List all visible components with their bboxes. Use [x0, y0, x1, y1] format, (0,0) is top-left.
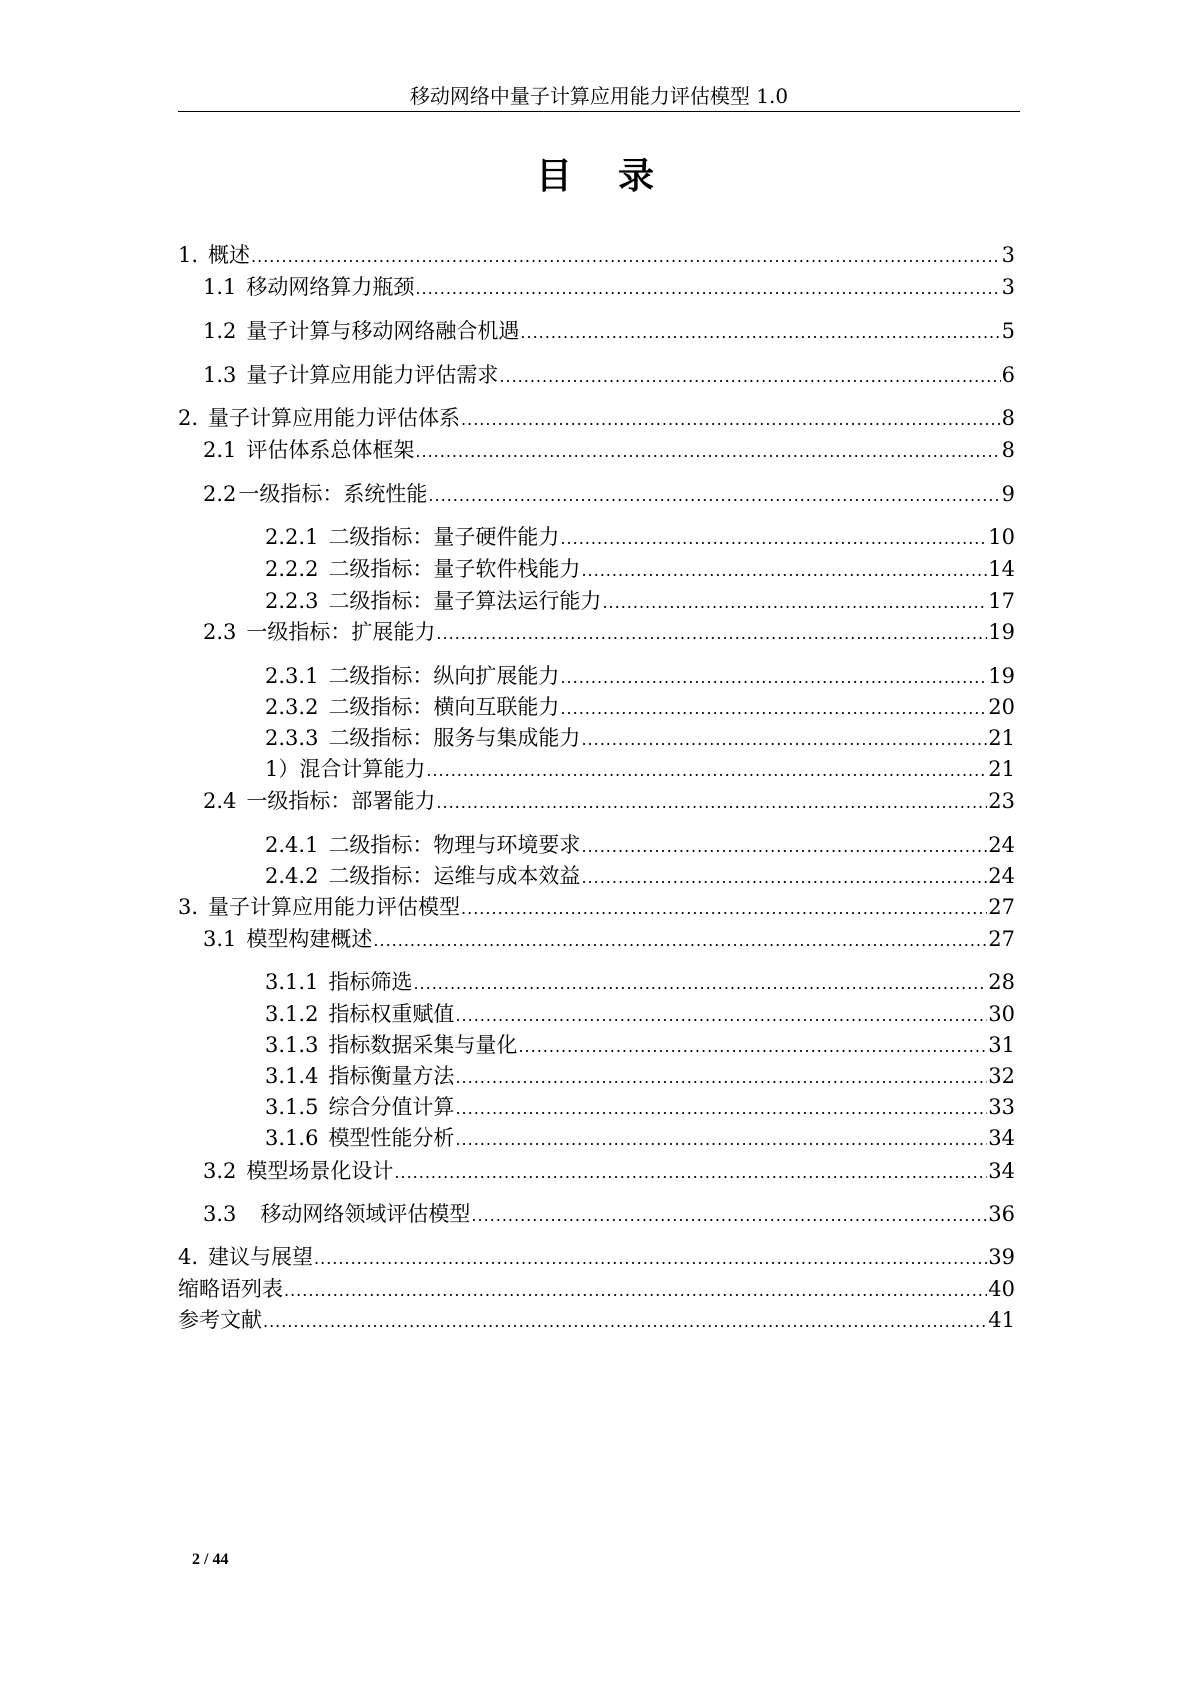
- toc-entry-number: 2.3.3: [265, 726, 319, 750]
- toc-entry-text: 二级指标：量子算法运行能力: [328, 589, 602, 613]
- toc-entry-label: [203, 617, 435, 647]
- toc-entry-number: 1.: [178, 243, 199, 267]
- toc-entry[interactable]: [265, 723, 1015, 753]
- toc-entry[interactable]: [265, 999, 1015, 1029]
- dot-leader: [455, 1125, 987, 1155]
- toc-entry-text: 移动网络领域评估模型: [260, 1202, 471, 1226]
- toc-entry-label: [203, 360, 498, 390]
- toc-entry[interactable]: [178, 1305, 1015, 1335]
- toc-entry-number: 3.1.4: [265, 1064, 319, 1088]
- toc-entry[interactable]: [265, 861, 1015, 891]
- dot-leader: [581, 832, 987, 862]
- toc-entry-number: 2.: [178, 406, 199, 430]
- dot-leader: [499, 362, 1000, 392]
- toc-entry-number: 3.1.3: [265, 1033, 319, 1057]
- toc-title-char-1: 目: [535, 155, 572, 197]
- toc-entry[interactable]: [203, 479, 1015, 509]
- toc-entry-text: 二级指标：纵向扩展能力: [328, 664, 560, 688]
- dot-leader: [436, 619, 987, 649]
- toc-entry-label: [178, 1274, 283, 1304]
- toc-entry-text: 一级指标：部署能力: [246, 789, 436, 813]
- toc-entry-page: 21: [988, 726, 1015, 750]
- toc-entry-label: [178, 403, 460, 433]
- toc-entry-label: [265, 861, 580, 891]
- dot-leader: [581, 556, 987, 586]
- toc-entry-number: 3.1.2: [265, 1002, 319, 1026]
- toc-entry-page: 6: [1001, 363, 1015, 387]
- dot-leader: [314, 1244, 987, 1274]
- dot-leader: [560, 524, 987, 554]
- toc-entry-page: 41: [988, 1308, 1015, 1332]
- toc-entry-text: 1）混合计算能力: [265, 757, 426, 781]
- toc-entry-text: 二级指标：服务与集成能力: [328, 726, 581, 750]
- toc-entry-number: 3.1: [203, 927, 237, 951]
- toc-entry-number: 2.4.2: [265, 864, 319, 888]
- toc-entry-page: 9: [1001, 482, 1015, 506]
- toc-entry-label: [265, 723, 580, 753]
- toc-entry-text: 移动网络算力瓶颈: [246, 275, 415, 299]
- toc-entry-number: 2.2: [203, 482, 237, 506]
- toc-entry-text: 模型构建概述: [246, 927, 373, 951]
- dot-leader: [518, 1032, 987, 1062]
- toc-entry[interactable]: [265, 661, 1015, 691]
- running-header: 移动网络中量子计算应用能力评估模型 1.0: [178, 82, 1020, 112]
- dot-leader: [413, 969, 987, 999]
- toc-entry[interactable]: [203, 1199, 1015, 1229]
- toc-entry-number: 2.3.1: [265, 664, 319, 688]
- toc-entry[interactable]: [265, 967, 1015, 997]
- dot-leader: [560, 694, 987, 724]
- toc-entry-number: 2.4.1: [265, 833, 319, 857]
- toc-entry-text: 二级指标：量子软件栈能力: [328, 557, 581, 581]
- toc-entry[interactable]: [178, 1274, 1015, 1304]
- toc-entry-text: 指标权重赋值: [328, 1002, 455, 1026]
- toc-entry-page: 23: [988, 789, 1015, 813]
- dot-leader: [461, 405, 1001, 435]
- toc-entry[interactable]: [265, 1092, 1015, 1122]
- dot-leader: [263, 1307, 987, 1337]
- toc-entry-page: 27: [988, 927, 1015, 951]
- toc-entry-text: 量子计算与移动网络融合机遇: [246, 319, 520, 343]
- dot-leader: [436, 788, 987, 818]
- toc-entry[interactable]: [265, 754, 1015, 784]
- toc-entry-number: 1.3: [203, 363, 237, 387]
- toc-entry[interactable]: [265, 1030, 1015, 1060]
- toc-entry-label: [203, 1156, 393, 1186]
- toc-entry-label: [265, 967, 412, 997]
- toc-entry-label: [178, 240, 250, 270]
- dot-leader: [560, 663, 987, 693]
- toc-entry-text: 综合分值计算: [328, 1095, 455, 1119]
- toc-entry-number: 4.: [178, 1245, 199, 1269]
- toc-entry-page: 33: [988, 1095, 1015, 1119]
- toc-entry-label: [203, 924, 372, 954]
- toc-entry[interactable]: [265, 522, 1015, 552]
- toc-entry-number: 1.1: [203, 275, 237, 299]
- toc-entry-label: [265, 661, 559, 691]
- toc-entry-text: 二级指标：运维与成本效益: [328, 864, 581, 888]
- toc-entry-text: 量子计算应用能力评估需求: [246, 363, 499, 387]
- toc-entry-text: 建议与展望: [208, 1245, 314, 1269]
- toc-entry-number: 3.2: [203, 1159, 237, 1183]
- toc-entry-label: [203, 479, 427, 509]
- toc-entry-page: 8: [1001, 438, 1015, 462]
- toc-entry[interactable]: [265, 586, 1015, 616]
- toc-entry-label: [265, 1030, 517, 1060]
- toc-entry-page: 3: [1001, 275, 1015, 299]
- toc-entry-page: 19: [988, 620, 1015, 644]
- toc-entry-number: 2.2.1: [265, 525, 319, 549]
- dot-leader: [471, 1201, 987, 1231]
- toc-entry-number: 2.3: [203, 620, 237, 644]
- toc-entry-page: 5: [1001, 319, 1015, 343]
- toc-entry[interactable]: [265, 1123, 1015, 1153]
- toc-entry-page: 28: [988, 970, 1015, 994]
- toc-entry-label: [178, 1305, 262, 1335]
- toc-entry-page: 8: [1001, 406, 1015, 430]
- toc-entry-text: 指标数据采集与量化: [328, 1033, 518, 1057]
- toc-entry-text: 量子计算应用能力评估模型: [208, 895, 461, 919]
- toc-entry[interactable]: [265, 830, 1015, 860]
- toc-entry-text: 一级指标：扩展能力: [246, 620, 436, 644]
- dot-leader: [415, 274, 1000, 304]
- toc-entry-text: 模型性能分析: [328, 1126, 455, 1150]
- toc-entry-number: 2.4: [203, 789, 237, 813]
- toc-entry-page: 39: [988, 1245, 1015, 1269]
- dot-leader: [581, 725, 987, 755]
- toc-entry[interactable]: [203, 786, 1015, 816]
- toc-entry-text: 二级指标：量子硬件能力: [328, 525, 560, 549]
- toc-entry-page: 19: [988, 664, 1015, 688]
- dot-leader: [373, 926, 987, 956]
- toc-entry-label: [265, 999, 454, 1029]
- toc-entry-text: 指标筛选: [328, 970, 413, 994]
- toc-entry-page: 14: [988, 557, 1015, 581]
- toc-entry-label: [203, 786, 435, 816]
- dot-leader: [461, 894, 987, 924]
- dot-leader: [602, 588, 987, 618]
- toc-entry[interactable]: [178, 892, 1015, 922]
- toc-entry-text: 指标衡量方法: [328, 1064, 455, 1088]
- toc-entry[interactable]: [178, 240, 1015, 270]
- toc-entry-number: 2.1: [203, 438, 237, 462]
- dot-leader: [415, 437, 1000, 467]
- toc-entry-number: 3.1.5: [265, 1095, 319, 1119]
- toc-entry-page: 3: [1001, 243, 1015, 267]
- toc-entry[interactable]: [178, 1242, 1015, 1272]
- toc-entry-label: [265, 830, 580, 860]
- toc-entry-text: 量子计算应用能力评估体系: [208, 406, 461, 430]
- toc-entry-text: 模型场景化设计: [246, 1159, 394, 1183]
- toc-entry-page: 10: [988, 525, 1015, 549]
- toc-entry-page: 24: [988, 833, 1015, 857]
- toc-entry-number: 1.2: [203, 319, 237, 343]
- toc-entry-number: 3.3: [203, 1202, 237, 1226]
- toc-entry-label: [203, 435, 414, 465]
- toc-entry-text: 一级指标：系统性能: [238, 482, 428, 506]
- toc-entry-text: 二级指标：物理与环境要求: [328, 833, 581, 857]
- toc-entry-label: [178, 1242, 313, 1272]
- dot-leader: [251, 242, 1001, 272]
- toc-entry-label: [203, 316, 519, 346]
- page-number: 2 / 44: [192, 1551, 229, 1568]
- toc-entry-text: 二级指标：横向互联能力: [328, 695, 560, 719]
- toc-entry[interactable]: [203, 1156, 1015, 1186]
- toc-entry-page: 24: [988, 864, 1015, 888]
- toc-entry-label: [203, 1199, 470, 1229]
- dot-leader: [455, 1094, 987, 1124]
- toc-entry-page: 34: [988, 1159, 1015, 1183]
- toc-entry[interactable]: [203, 360, 1015, 390]
- toc-entry-page: 27: [988, 895, 1015, 919]
- dot-leader: [284, 1276, 987, 1306]
- toc-entry-label: [203, 272, 414, 302]
- toc-entry-page: 21: [988, 757, 1015, 781]
- toc-entry-number: 3.1.1: [265, 970, 319, 994]
- toc-entry-number: 3.: [178, 895, 199, 919]
- dot-leader: [455, 1001, 987, 1031]
- toc-entry-number: 2.2.2: [265, 557, 319, 581]
- toc-entry-label: [265, 1092, 454, 1122]
- toc-entry-page: 32: [988, 1064, 1015, 1088]
- dot-leader: [455, 1063, 987, 1093]
- toc-entry-label: [178, 892, 460, 922]
- dot-leader: [581, 863, 987, 893]
- toc-entry-text: 概述: [208, 243, 251, 267]
- toc-entry-page: 40: [988, 1277, 1015, 1301]
- toc-entry-text: 缩略语列表: [178, 1277, 283, 1301]
- toc-entry[interactable]: [203, 272, 1015, 302]
- toc-entry-page: 36: [988, 1202, 1015, 1226]
- toc-entry-label: [265, 522, 559, 552]
- toc-entry-page: 30: [988, 1002, 1015, 1026]
- toc-entry-label: [265, 754, 425, 784]
- toc-entry[interactable]: [265, 554, 1015, 584]
- toc-entry[interactable]: [203, 435, 1015, 465]
- toc-entry[interactable]: [178, 403, 1015, 433]
- toc-entry-label: [265, 1123, 454, 1153]
- toc-title-char-2: 录: [618, 155, 655, 197]
- toc-entry-page: 20: [988, 695, 1015, 719]
- toc-entry-text: 评估体系总体框架: [246, 438, 415, 462]
- toc-entry-label: [265, 1061, 454, 1091]
- toc-entry-page: 17: [988, 589, 1015, 613]
- toc-entry[interactable]: [203, 924, 1015, 954]
- dot-leader: [428, 481, 1000, 511]
- dot-leader: [426, 756, 987, 786]
- dot-leader: [394, 1158, 987, 1188]
- toc-entry-label: [265, 554, 580, 584]
- toc-entry-page: 31: [988, 1033, 1015, 1057]
- toc-entry-number: 2.2.3: [265, 589, 319, 613]
- toc-entry[interactable]: [203, 617, 1015, 647]
- toc-entry-text: 参考文献: [178, 1308, 262, 1332]
- toc-entry-number: 2.3.2: [265, 695, 319, 719]
- toc-entry-number: 3.1.6: [265, 1126, 319, 1150]
- toc-entry[interactable]: [265, 692, 1015, 722]
- toc-entry-label: [265, 692, 559, 722]
- dot-leader: [520, 318, 1000, 348]
- toc-entry-page: 34: [988, 1126, 1015, 1150]
- toc-entry-label: [265, 586, 601, 616]
- toc-entry[interactable]: [203, 316, 1015, 346]
- toc-entry[interactable]: [265, 1061, 1015, 1091]
